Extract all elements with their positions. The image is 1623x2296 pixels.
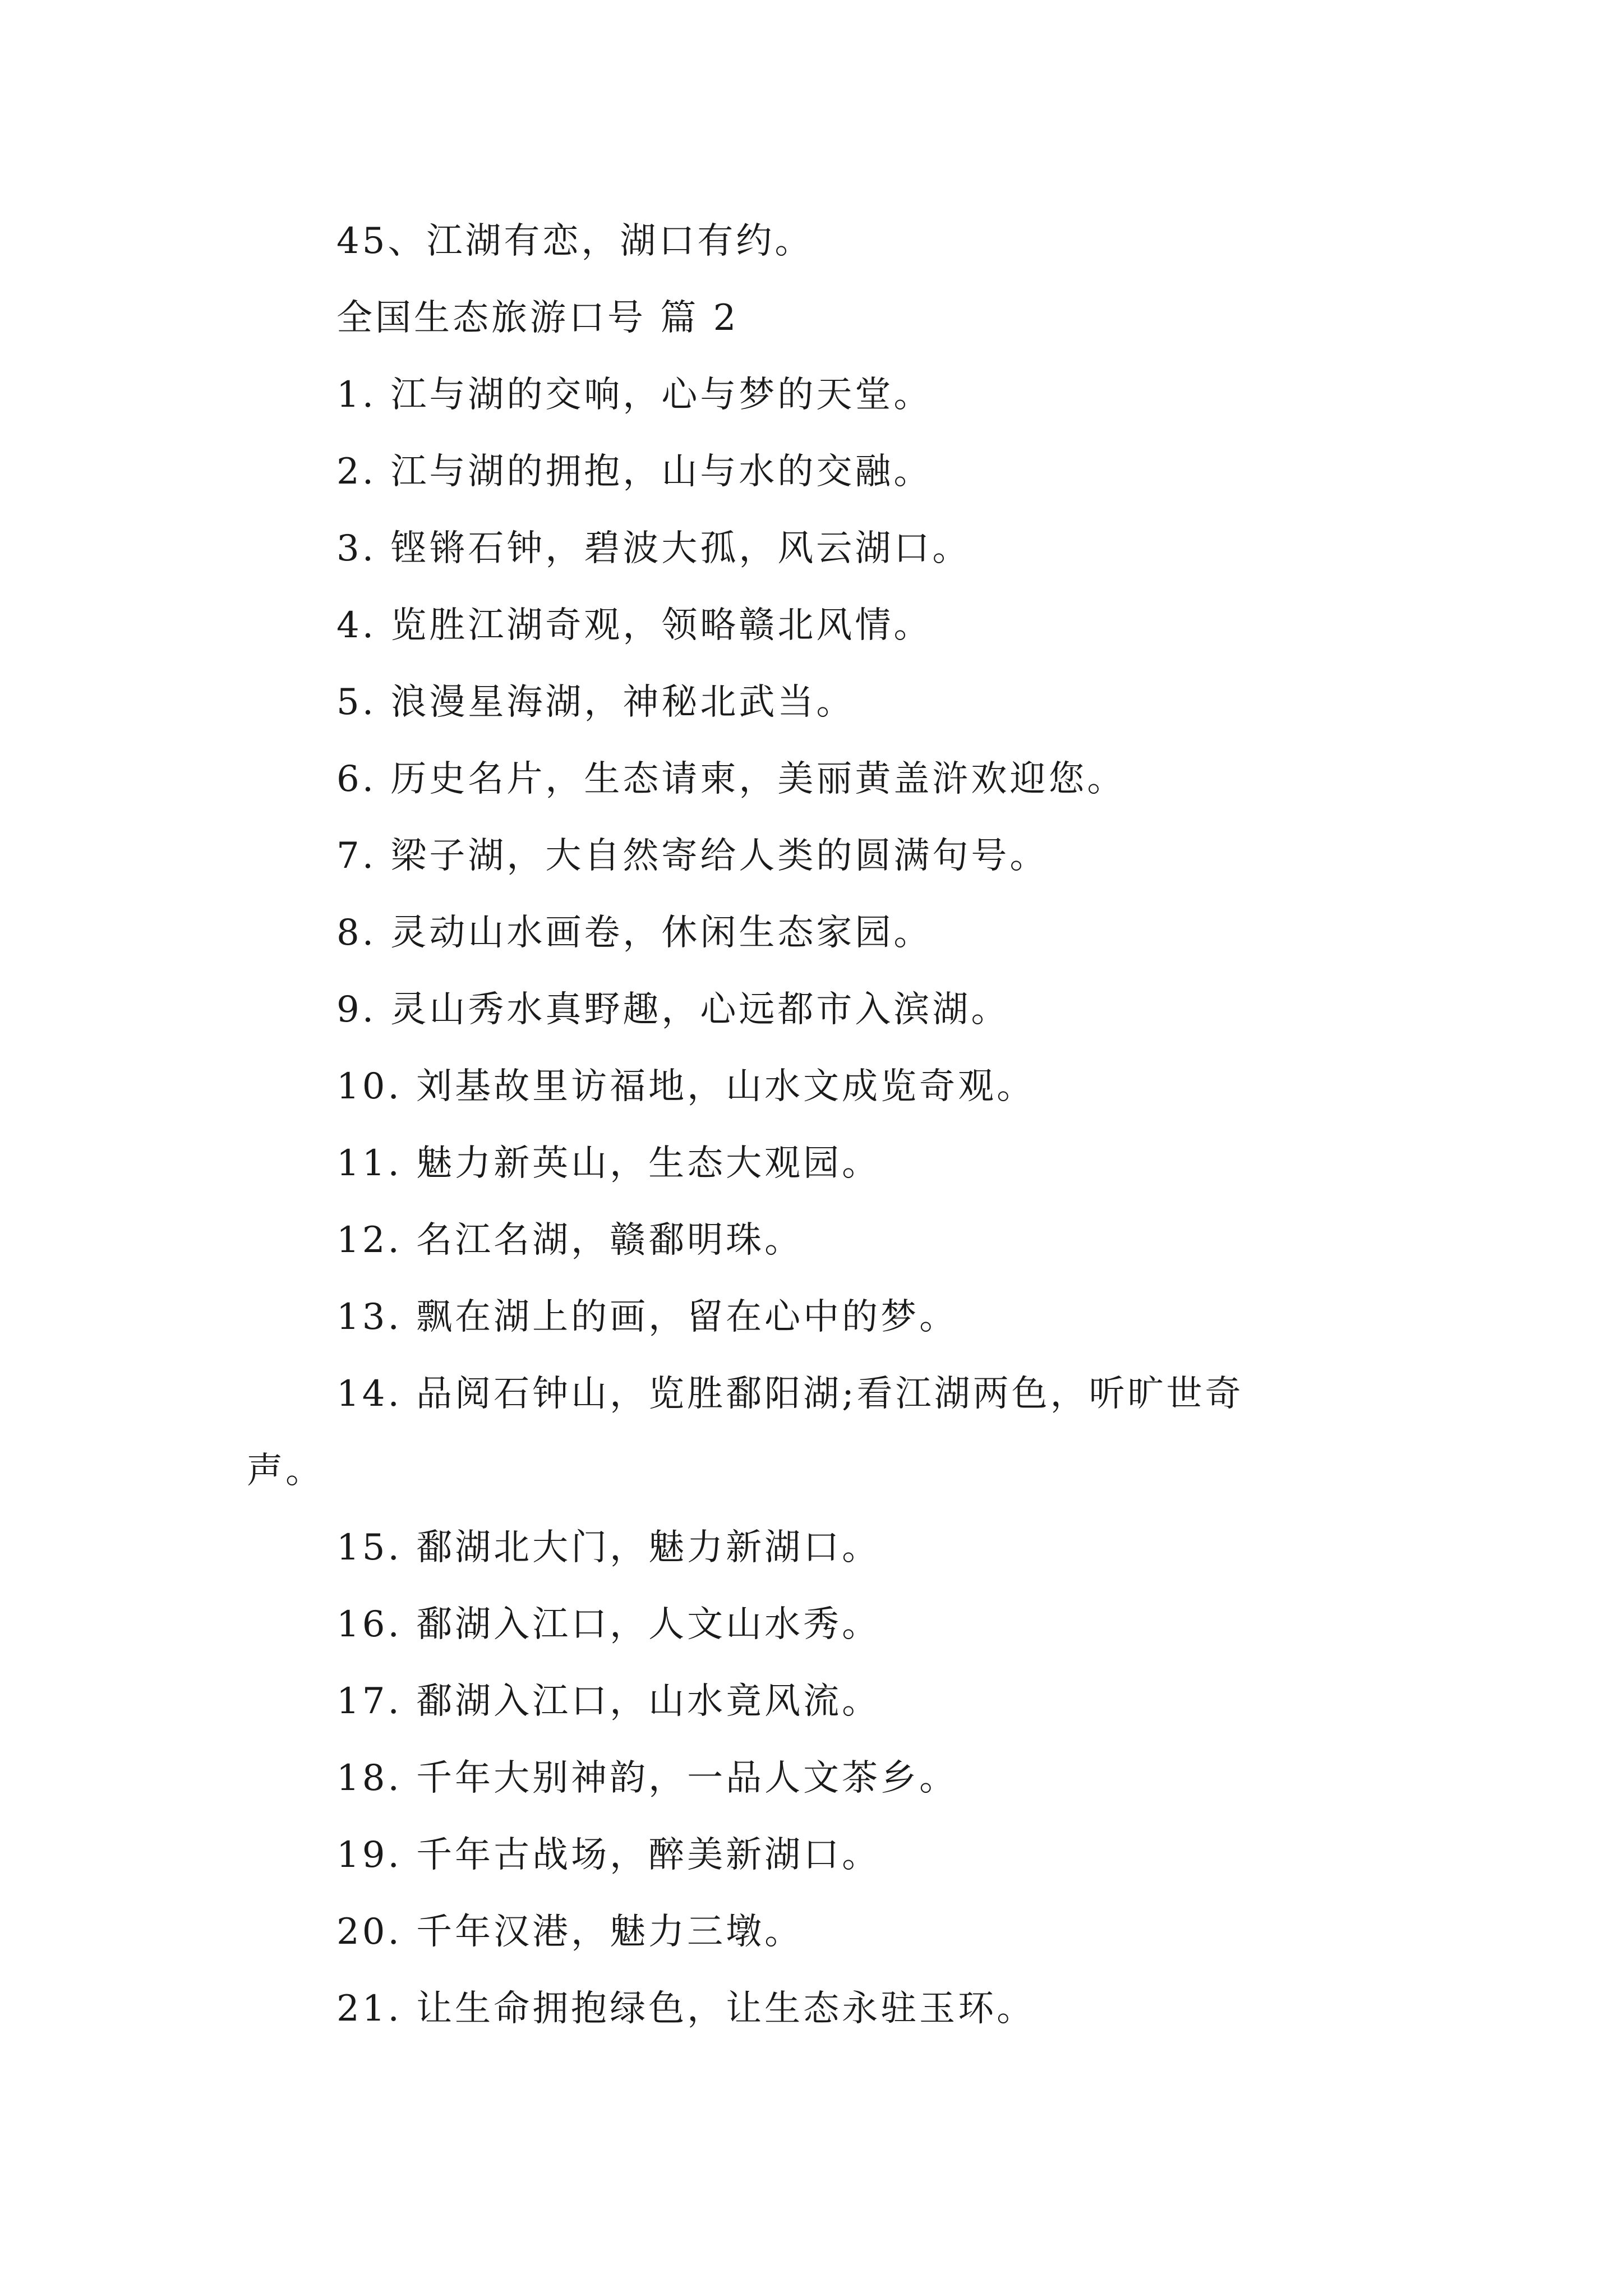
slogan-line-21: 21. 让生命拥抱绿色，让生态永驻玉环。 [336,1988,1036,2030]
slogan-line-4: 4. 览胜江湖奇观，领略赣北风情。 [336,605,933,646]
slogan-line-3: 3. 铿锵石钟，碧波大孤，风云湖口。 [336,528,971,569]
slogan-line-8: 8. 灵动山水画卷，休闲生态家园。 [336,912,933,954]
slogan-line-9: 9. 灵山秀水真野趣，心远都市入滨湖。 [336,989,1010,1030]
slogan-line-16: 16. 鄱湖入江口，人文山水秀。 [336,1604,881,1645]
slogan-line-11: 11. 魅力新英山，生态大观园。 [336,1143,881,1184]
slogan-line-45: 45、江湖有恋，湖口有约。 [336,220,814,262]
slogan-line-19: 19. 千年古战场，醉美新湖口。 [336,1834,881,1876]
slogan-line-14-continued: 声。 [247,1450,324,1492]
slogan-line-1: 1. 江与湖的交响，心与梦的天堂。 [336,374,933,416]
slogan-line-13: 13. 飘在湖上的画，留在心中的梦。 [336,1296,958,1338]
section-heading: 全国生态旅游口号 篇 2 [336,297,739,339]
slogan-line-12: 12. 名江名湖，赣鄱明珠。 [336,1220,804,1261]
slogan-line-6: 6. 历史名片，生态请柬，美丽黄盖浒欢迎您。 [336,758,1126,800]
slogan-line-18: 18. 千年大别神韵，一品人文茶乡。 [336,1757,958,1799]
slogan-line-2: 2. 江与湖的拥抱，山与水的交融。 [336,451,933,493]
slogan-line-14: 14. 品阅石钟山，览胜鄱阳湖;看江湖两色，听旷世奇 [336,1373,1244,1415]
slogan-line-7: 7. 梁子湖，大自然寄给人类的圆满句号。 [336,835,1049,877]
slogan-line-15: 15. 鄱湖北大门，魅力新湖口。 [336,1527,881,1568]
slogan-line-17: 17. 鄱湖入江口，山水竟风流。 [336,1681,881,1722]
slogan-line-5: 5. 浪漫星海湖，神秘北武当。 [336,682,855,723]
slogan-line-10: 10. 刘基故里访福地，山水文成览奇观。 [336,1066,1036,1107]
slogan-line-20: 20. 千年汉港，魅力三墩。 [336,1911,804,1953]
